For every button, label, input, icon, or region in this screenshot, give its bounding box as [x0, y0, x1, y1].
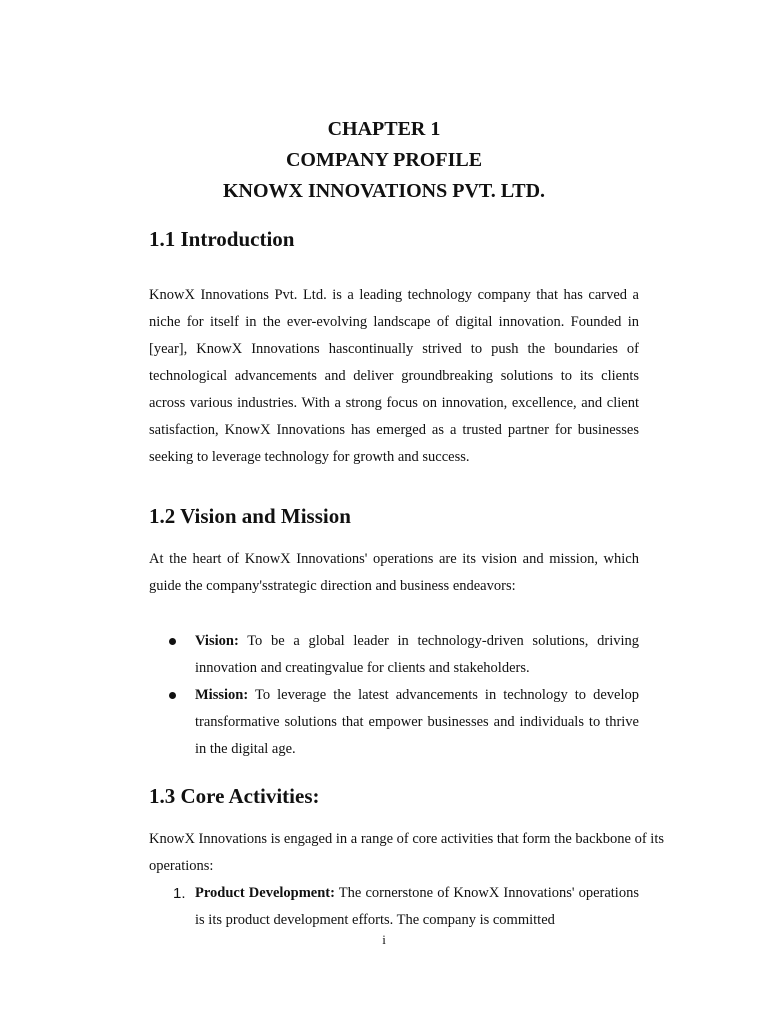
- mission-text: To leverage the latest advancements in technology to develop transformative solutions that empower businesses and individuals to thrive in the digital age.: [195, 687, 639, 757]
- product-development-text: The cornerstone of KnowX Innovations' operations is its product development efforts. The company is committed: [195, 885, 639, 928]
- bullet-icon: [169, 638, 176, 645]
- core-activities-list: [149, 880, 639, 934]
- mission-label: Mission:: [195, 687, 249, 703]
- chapter-subtitle: COMPANY PROFILE: [285, 149, 483, 171]
- vision-mission-paragraph: At the heart of KnowX Innovations' operations are its vision and mission, which guide the company'sstrategic direction and business endeavors:: [149, 551, 639, 594]
- introduction-paragraph: KnowX Innovations Pvt. Ltd. is a leading technology company that has carved a niche for itself in the ever-evolving landscape of digital innovation. Founded in [year], KnowX Innovations hascontinually strived to push the boundaries of technological advancements and deliver groundbreaking solutions to its clients across various industries. With a strong focus on innovation, excellence, and client satisfaction, KnowX Innovations has emerged as a trusted partner for businesses seeking to leverage technology for growth and success.: [149, 287, 639, 465]
- list-item-mission: [149, 682, 639, 763]
- list-item-vision: [149, 628, 639, 682]
- section-title-introduction: 1.1 Introduction: [149, 227, 295, 251]
- vision-mission-list: [149, 628, 639, 763]
- page-number: i: [382, 932, 386, 947]
- section-title-core-activities: 1.3 Core Activities:: [149, 784, 320, 808]
- vision-text: To be a global leader in technology-driven solutions, driving innovation and creatingvalue for clients and stakeholders.: [195, 633, 639, 676]
- company-name-heading: KNOWX INNOVATIONS PVT. LTD.: [222, 180, 546, 202]
- list-item-product-development: [149, 880, 639, 934]
- bullet-icon: [169, 692, 176, 699]
- chapter-heading: CHAPTER 1: [327, 118, 441, 140]
- vision-label: Vision:: [195, 633, 239, 649]
- section-title-vision-mission: 1.2 Vision and Mission: [149, 504, 351, 528]
- list-number: 1.: [173, 885, 186, 902]
- core-activities-paragraph: KnowX Innovations is engaged in a range of core activities that form the backbone of its operations:: [149, 831, 664, 874]
- product-development-label: Product Development:: [195, 885, 335, 901]
